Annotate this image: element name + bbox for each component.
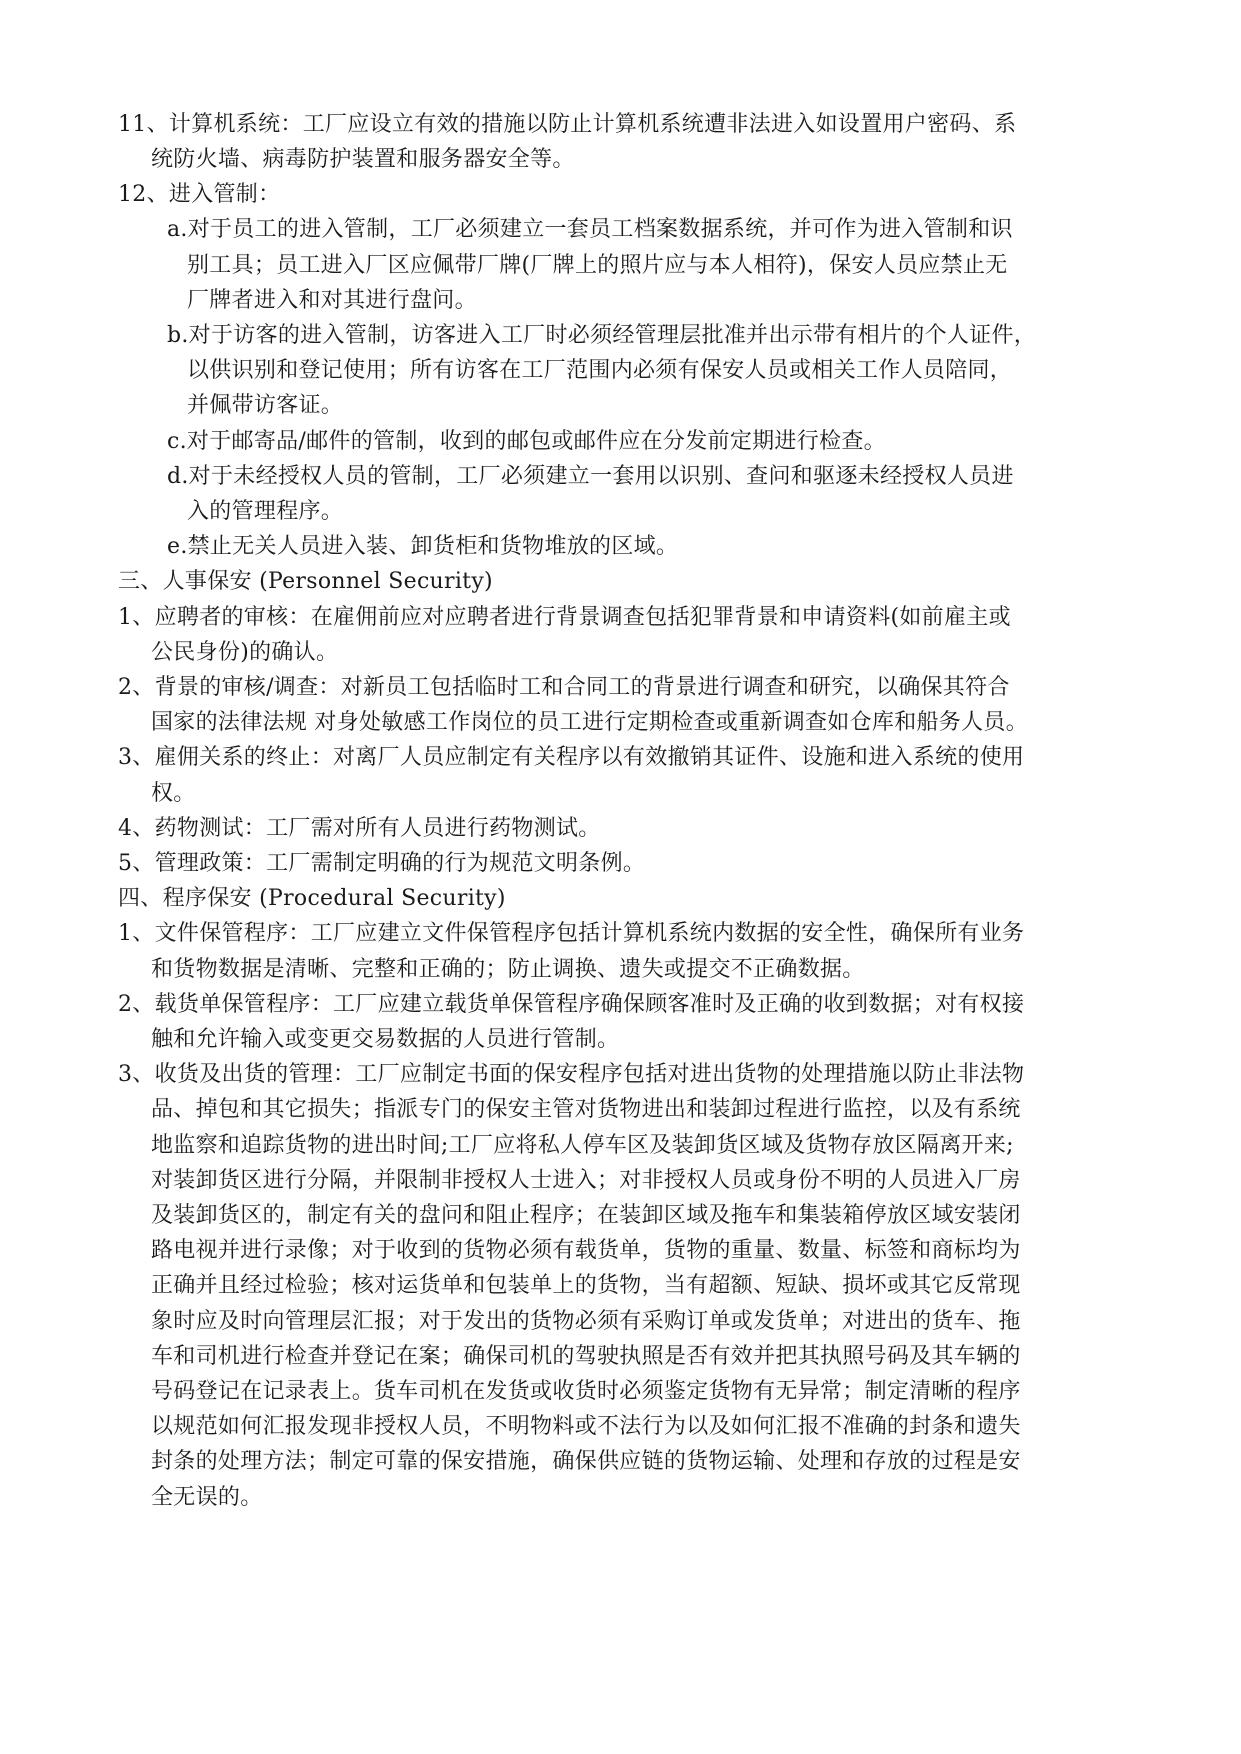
- text-line: 全无误的。: [151, 1485, 263, 1510]
- text-line: 1、文件保管程序：工厂应建立文件保管程序包括计算机系统内数据的安全性，确保所有业务: [118, 921, 1025, 946]
- text-line: a.对于员工的进入管制，工厂必须建立一套员工档案数据系统，并可作为进入管制和识: [167, 217, 1013, 242]
- text-line: 权。: [151, 781, 196, 806]
- text-line: 3、雇佣关系的终止：对离厂人员应制定有关程序以有效撤销其证件、设施和进入系统的使用: [118, 745, 1025, 770]
- text-line: 公民身份)的确认。: [151, 640, 339, 665]
- text-line: 以供识别和登记使用；所有访客在工厂范围内必须有保安人员或相关工作人员陪同，: [187, 358, 1013, 383]
- text-line: 车和司机进行检查并登记在案；确保司机的驾驶执照是否有效并把其执照号码及其车辆的: [151, 1344, 1021, 1369]
- text-line: 11、计算机系统：工厂应设立有效的措施以防止计算机系统遭非法进入如设置用户密码、系: [118, 112, 1017, 137]
- section-heading: 三、人事保安 (Personnel Security): [118, 569, 493, 594]
- text-line: 4、药物测试：工厂需对所有人员进行药物测试。: [118, 816, 601, 841]
- section-heading: 四、程序保安 (Procedural Security): [118, 886, 506, 911]
- text-line: d.对于未经授权人员的管制，工厂必须建立一套用以识别、查问和驱逐未经授权人员进: [167, 464, 1014, 489]
- text-line: 入的管理程序。: [187, 499, 344, 524]
- text-line: 号码登记在记录表上。货车司机在发货或收货时必须鉴定货物有无异常；制定清晰的程序: [151, 1379, 1021, 1404]
- text-line: 统防火墙、病毒防护装置和服务器安全等。: [151, 147, 575, 172]
- text-line: 2、背景的审核/调查：对新员工包括临时工和合同工的背景进行调查和研究，以确保其符合: [118, 675, 1010, 700]
- text-line: 象时应及时向管理层汇报；对于发出的货物必须有采购订单或发货单；对进出的货车、拖: [151, 1309, 1021, 1334]
- text-line: 12、进入管制：: [118, 182, 281, 207]
- text-line: 1、应聘者的审核：在雇佣前应对应聘者进行背景调查包括犯罪背景和申请资料(如前雇主或: [118, 605, 1011, 630]
- text-line: 3、收货及出货的管理：工厂应制定书面的保安程序包括对进出货物的处理措施以防止非法物: [118, 1062, 1025, 1087]
- text-line: 封条的处理方法；制定可靠的保安措施，确保供应链的货物运输、处理和存放的过程是安: [151, 1449, 1021, 1474]
- text-line: 正确并且经过检验；核对运货单和包装单上的货物，当有超额、短缺、损坏或其它反常现: [151, 1273, 1021, 1298]
- text-line: 并佩带访客证。: [187, 393, 344, 418]
- text-line: 路电视并进行录像；对于收到的货物必须有载货单，货物的重量、数量、标签和商标均为: [151, 1238, 1021, 1263]
- text-line: 国家的法律法规 对身处敏感工作岗位的员工进行定期检查或重新调查如仓库和船务人员。: [151, 710, 1028, 735]
- text-line: 对装卸货区进行分隔，并限制非授权人士进入；对非授权人员或身份不明的人员进入厂房: [151, 1168, 1021, 1193]
- text-line: 及装卸货区的，制定有关的盘问和阻止程序；在装卸区域及拖车和集装箱停放区域安装闭: [151, 1203, 1021, 1228]
- text-line: 以规范如何汇报发现非授权人员，不明物料或不法行为以及如何汇报不准确的封条和遗失: [151, 1414, 1021, 1439]
- text-line: 2、载货单保管程序：工厂应建立载货单保管程序确保顾客准时及正确的收到数据；对有权接: [118, 992, 1025, 1017]
- text-line: e.禁止无关人员进入装、卸货柜和货物堆放的区域。: [167, 534, 679, 559]
- text-line: 厂牌者进入和对其进行盘问。: [187, 288, 477, 313]
- text-line: b.对于访客的进入管制，访客进入工厂时必须经管理层批准并出示带有相片的个人证件，: [167, 323, 1037, 348]
- text-line: 品、掉包和其它损失；指派专门的保安主管对货物进出和装卸过程进行监控，以及有系统: [151, 1097, 1021, 1122]
- text-line: 和货物数据是清晰、完整和正确的；防止调换、遗失或提交不正确数据。: [151, 957, 865, 982]
- text-line: 触和允许输入或变更交易数据的人员进行管制。: [151, 1027, 620, 1052]
- text-line: 5、管理政策：工厂需制定明确的行为规范文明条例。: [118, 851, 646, 876]
- text-line: 别工具；员工进入厂区应佩带厂牌(厂牌上的照片应与本人相符)，保安人员应禁止无: [187, 253, 1008, 278]
- text-line: 地监察和追踪货物的进出时间;工厂应将私人停车区及装卸货区域及货物存放区隔离开来;: [151, 1133, 1014, 1158]
- text-line: c.对于邮寄品/邮件的管制，收到的邮包或邮件应在分发前定期进行检查。: [167, 429, 886, 454]
